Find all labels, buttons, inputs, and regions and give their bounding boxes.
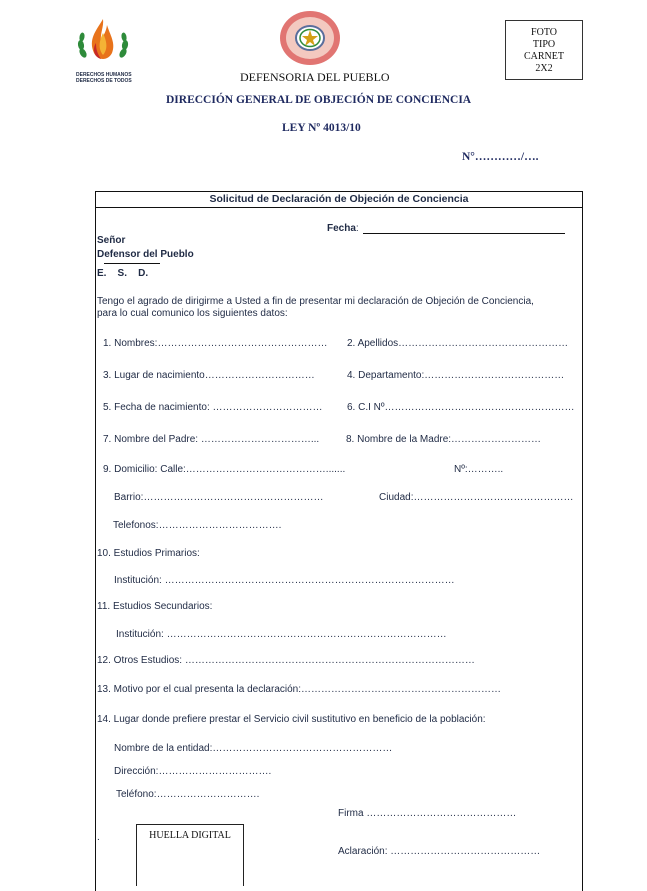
field-nombre-padre[interactable]: 7. Nombre del Padre: ……………………………... xyxy=(103,434,320,445)
photo-box xyxy=(505,20,583,80)
photo-box-line: 2X2 xyxy=(535,63,553,74)
photo-box-line: CARNET xyxy=(524,51,564,62)
field-estudios-primarios: 10. Estudios Primarios: xyxy=(97,548,200,559)
field-ci[interactable]: 6. C.I Nº………………………………………………… xyxy=(347,402,575,413)
field-lugar-nacimiento[interactable]: 3. Lugar de nacimiento…………………………… xyxy=(103,370,315,381)
fecha-field[interactable] xyxy=(327,223,359,234)
field-domicilio-numero[interactable]: Nº:……….. xyxy=(454,464,504,475)
field-fecha-nacimiento[interactable]: 5. Fecha de nacimiento: …………………………… xyxy=(103,402,323,413)
field-telefonos[interactable]: Telefonos:………………………………. xyxy=(113,520,282,531)
field-ciudad[interactable]: Ciudad:………………………………………… xyxy=(379,492,574,503)
field-otros-estudios[interactable]: 12. Otros Estudios: …………………………………………………………………………… xyxy=(97,655,475,666)
fecha-label: Fecha xyxy=(327,223,356,234)
field-nombre-madre[interactable]: 8. Nombre de la Madre:……………………… xyxy=(346,434,542,445)
field-secundarios-institucion[interactable]: Institución: ………………………………………………………………………… xyxy=(116,629,447,640)
institution-name: DEFENSORIA DEL PUEBLO xyxy=(240,70,390,84)
human-rights-logo xyxy=(74,15,132,71)
fecha-separator: : xyxy=(355,223,359,234)
salutation-esd: E. S. D. xyxy=(97,268,149,279)
field-domicilio-calle[interactable]: 9. Domicilio: Calle:……………………………………....... xyxy=(103,464,346,475)
stray-dot: . xyxy=(97,832,100,843)
document-number-field[interactable]: N°…………/…. xyxy=(462,151,539,163)
national-seal xyxy=(278,10,342,66)
field-telefono[interactable]: Teléfono:…………………………. xyxy=(116,789,260,800)
huella-digital-label: HUELLA DIGITAL xyxy=(149,830,231,841)
salutation-defensor: Defensor del Pueblo xyxy=(97,249,194,260)
field-lugar-servicio: 14. Lugar donde prefiere prestar el Servicio civil sustitutivo en beneficio de la población: xyxy=(97,714,486,725)
salutation-senor: Señor xyxy=(97,235,126,246)
main-title: DIRECCIÓN GENERAL DE OBJECIÓN DE CONCIENCIA xyxy=(166,94,472,106)
logo-caption-1: DERECHOS HUMANOS xyxy=(76,72,132,78)
photo-box-line: TIPO xyxy=(532,39,556,50)
field-firma[interactable]: Firma ……………………………………… xyxy=(338,808,517,819)
field-nombre-entidad[interactable]: Nombre de la entidad:……………………………………………… xyxy=(114,743,393,754)
fecha-line[interactable] xyxy=(363,233,565,234)
field-primarios-institucion[interactable]: Institución: …………………………………………………………………………… xyxy=(114,575,455,586)
field-departamento[interactable]: 4. Departamento:…………………………………… xyxy=(347,370,565,381)
intro-line-1: Tengo el agrado de dirigirme a Usted a fin de presentar mi declaración de Objeción de Conciencia, xyxy=(97,296,534,307)
law-number: LEY Nº 4013/10 xyxy=(282,122,361,134)
field-nombres[interactable]: 1. Nombres:…………………………………………… xyxy=(103,338,328,349)
field-barrio[interactable]: Barrio:……………………………………………… xyxy=(114,492,324,503)
photo-box-line: FOTO xyxy=(531,27,557,38)
field-apellidos[interactable]: 2. Apellidos…………………………………………… xyxy=(347,338,569,349)
field-estudios-secundarios: 11. Estudios Secundarios: xyxy=(97,601,213,612)
huella-digital-box xyxy=(136,824,244,886)
field-motivo[interactable]: 13. Motivo por el cual presenta la declaración:…………………………………………………… xyxy=(97,684,502,695)
form-title: Solicitud de Declaración de Objeción de Conciencia xyxy=(95,191,583,208)
salutation-rule xyxy=(104,263,160,264)
intro-line-2: para lo cual comunico los siguientes datos: xyxy=(97,308,288,319)
logo-caption-2: DERECHOS DE TODOS xyxy=(76,78,132,84)
field-direccion[interactable]: Dirección:……………………………. xyxy=(114,766,272,777)
field-aclaracion[interactable]: Aclaración: ……………………………………… xyxy=(338,846,541,857)
